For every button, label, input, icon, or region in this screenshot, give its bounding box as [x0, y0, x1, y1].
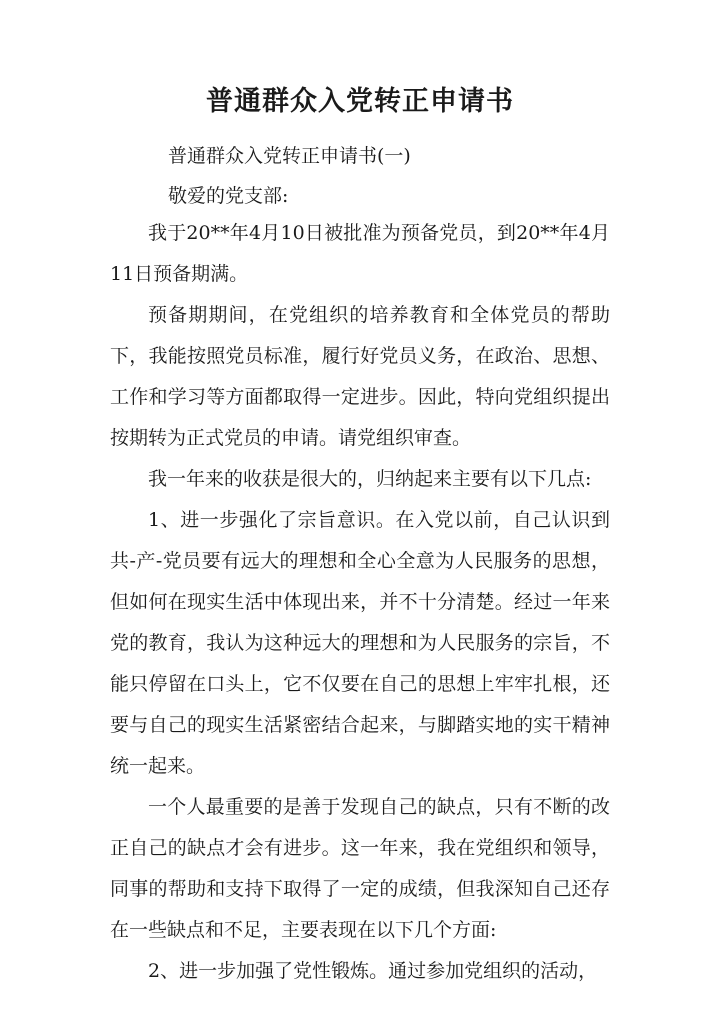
paragraph-point-2: 2、进一步加强了党性锻炼。通过参加党组织的活动， — [148, 960, 598, 982]
document-subtitle: 普通群众入党转正申请书(一) — [168, 145, 411, 167]
paragraph-point-1: 1、进一步强化了宗旨意识。在入党以前，自己认识到共-产-党员要有远大的理想和全心全意为人民服务的思想，但如何在现实生活中体现出来，并不十分清楚。经过一年来党的教育，我认为这种远大的理想和为人民服务的宗旨，不能只停留在口头上，它不仅要在自己的思想上牢牢扎根，还要与自己的现实生活紧密结合起来，与脚踏实地的实干精神统一起来。 — [110, 509, 610, 777]
paragraph-application: 预备期期间，在党组织的培养教育和全体党员的帮助下，我能按照党员标准，履行好党员义务，在政治、思想、工作和学习等方面都取得一定进步。因此，特向党组织提出按期转为正式党员的申请。请党组织审查。 — [110, 304, 610, 449]
salutation: 敬爱的党支部: — [168, 185, 289, 207]
document-body — [110, 213, 610, 992]
document-title: 普通群众入党转正申请书 — [206, 86, 514, 117]
paragraph-gains-intro: 我一年来的收获是很大的，归纳起来主要有以下几点: — [148, 468, 592, 490]
paragraph-shortcomings: 一个人最重要的是善于发现自己的缺点，只有不断的改正自己的缺点才会有进步。这一年来，我在党组织和领导，同事的帮助和支持下取得了一定的成绩，但我深知自己还存在一些缺点和不足，主要表现在以下几个方面: — [110, 796, 610, 941]
paragraph-probation-dates: 我于20**年4月10日被批准为预备党员，到20**年4月11日预备期满。 — [110, 222, 610, 285]
